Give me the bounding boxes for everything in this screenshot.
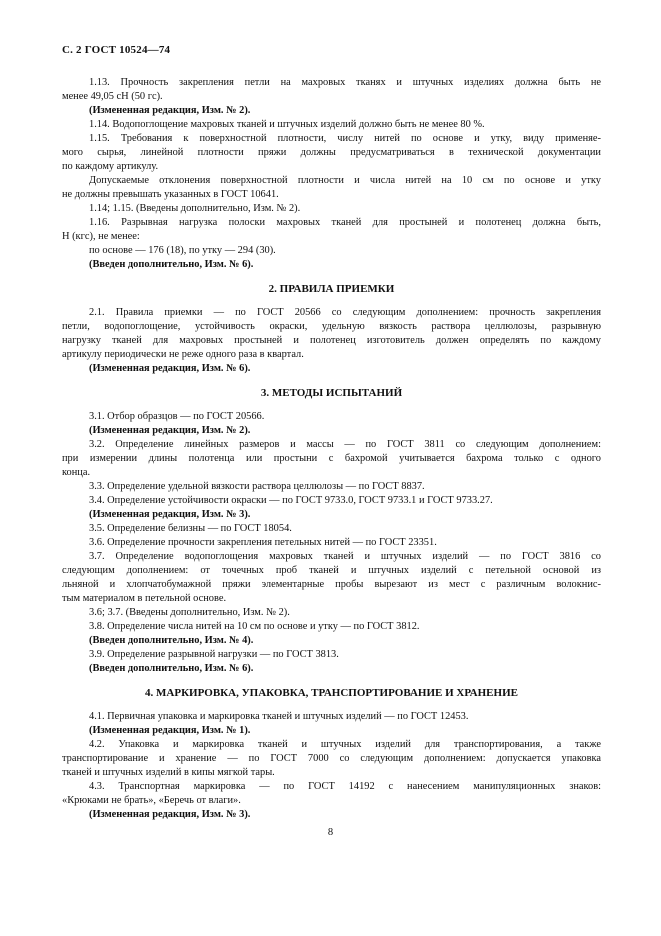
text-line: петли, водопоглощение, устойчивость окраски, удельную вязкость раствора целлюлозы, разрывную (62, 321, 601, 332)
text-line: нагрузку тканей для махровых простыней и полотенец изготовитель должен определять по каждому (62, 335, 601, 346)
amendment-note: (Измененная редакция, Изм. № 3). (89, 809, 251, 820)
section-heading: 4. МАРКИРОВКА, УПАКОВКА, ТРАНСПОРТИРОВАНИЕ И ХРАНЕНИЕ (145, 687, 518, 699)
amendment-note: (Измененная редакция, Изм. № 1). (89, 725, 251, 736)
text-line: 3.8. Определение числа нитей на 10 см по основе и утку — по ГОСТ 3812. (89, 621, 420, 632)
text-line: 4.1. Первичная упаковка и маркировка тканей и штучных изделий — по ГОСТ 12453. (89, 711, 469, 722)
spacer (62, 676, 601, 686)
spacer (62, 296, 601, 306)
document-body (62, 76, 601, 822)
text-line: по каждому артикулу. (62, 161, 159, 172)
text-line: 3.4. Определение устойчивости окраски — по ГОСТ 9733.0, ГОСТ 9733.1 и ГОСТ 9733.27. (89, 495, 493, 506)
spacer (62, 700, 601, 710)
section-heading: 3. МЕТОДЫ ИСПЫТАНИЙ (260, 387, 403, 399)
spacer (62, 400, 601, 410)
text-line: 3.6. Определение прочности закрепления петельных нитей — по ГОСТ 23351. (89, 537, 437, 548)
amendment-note: (Введен дополнительно, Изм. № 4). (89, 635, 254, 646)
text-line: 3.6; 3.7. (Введены дополнительно, Изм. № 2). (89, 607, 290, 618)
text-line: 3.2. Определение линейных размеров и массы — по ГОСТ 3811 со следующим дополнением: (89, 439, 601, 450)
text-line: конца. (62, 467, 91, 478)
text-line: 3.5. Определение белизны — по ГОСТ 18054. (89, 523, 292, 534)
text-line: тканей и штучных изделий в кипы мягкой тары. (62, 767, 275, 778)
text-line: 1.14; 1.15. (Введены дополнительно, Изм. № 2). (89, 203, 301, 214)
page-header: С. 2 ГОСТ 10524—74 (62, 44, 171, 56)
spacer (62, 272, 601, 282)
amendment-note: (Введен дополнительно, Изм. № 6). (89, 259, 254, 270)
text-line: 4.2. Упаковка и маркировка тканей и штучных изделий для транспортирования, а также (89, 739, 601, 750)
text-line: при измерении длины полотенца или простыни с бахромой учитывается бахрома только с одного (62, 453, 601, 464)
text-line: транспортирование и хранение — по ГОСТ 7000 со следующим дополнением: допускается упаковка (62, 753, 601, 764)
amendment-note: (Измененная редакция, Изм. № 6). (89, 363, 251, 374)
spacer (62, 376, 601, 386)
text-line: 1.13. Прочность закрепления петли на махровых тканях и штучных изделиях должна быть не (89, 77, 601, 88)
text-line: «Крюками не брать», «Беречь от влаги». (62, 795, 241, 806)
text-line: 3.9. Определение разрывной нагрузки — по ГОСТ 3813. (89, 649, 339, 660)
text-line: Н (кгс), не менее: (62, 231, 140, 242)
text-line: мого сырья, линейной плотности пряжи должны предусматриваться в технической документации (62, 147, 601, 158)
text-line: 1.15. Требования к поверхностной плотности, числу нитей по основе и утку, виду применяе- (89, 133, 601, 144)
text-line: 2.1. Правила приемки — по ГОСТ 20566 со следующим дополнением: прочность закрепления (89, 307, 601, 318)
text-line: 3.7. Определение водопоглощения махровых тканей и штучных изделий — по ГОСТ 3816 со (89, 551, 601, 562)
text-line: не должны превышать указанных в ГОСТ 10641. (62, 189, 279, 200)
amendment-note: (Измененная редакция, Изм. № 2). (89, 425, 251, 436)
text-line: тым материалом в петельной основе. (62, 593, 227, 604)
text-line: Допускаемые отклонения поверхностной плотности и числа нитей на 10 см по основе и утку (89, 175, 601, 186)
text-line: артикулу периодически не реже одного раза в квартал. (62, 349, 304, 360)
text-line: 1.14. Водопоглощение махровых тканей и штучных изделий должно быть не менее 80 %. (89, 119, 485, 130)
text-line: 3.3. Определение удельной вязкости раствора целлюлозы — по ГОСТ 8837. (89, 481, 425, 492)
text-line: льняной и хлопчатобумажной пряжи элементарные пробы вырезают из мест с различным волокнис- (62, 579, 601, 590)
page-number: 8 (327, 827, 334, 838)
section-heading: 2. ПРАВИЛА ПРИЕМКИ (268, 283, 395, 295)
text-line: менее 49,05 сН (50 гс). (62, 91, 163, 102)
amendment-note: (Введен дополнительно, Изм. № 6). (89, 663, 254, 674)
text-line: 1.16. Разрывная нагрузка полоски махровых тканей для простыней и полотенец должна быть, (89, 217, 601, 228)
amendment-note: (Измененная редакция, Изм. № 3). (89, 509, 251, 520)
text-line: 4.3. Транспортная маркировка — по ГОСТ 14192 с нанесением манипуляционных знаков: (89, 781, 601, 792)
amendment-note: (Измененная редакция, Изм. № 2). (89, 105, 251, 116)
text-line: следующим дополнением: от точечных проб тканей и штучных изделий с петельной основой из (62, 565, 601, 576)
text-line: по основе — 176 (18), по утку — 294 (30). (89, 245, 276, 256)
text-line: 3.1. Отбор образцов — по ГОСТ 20566. (89, 411, 265, 422)
